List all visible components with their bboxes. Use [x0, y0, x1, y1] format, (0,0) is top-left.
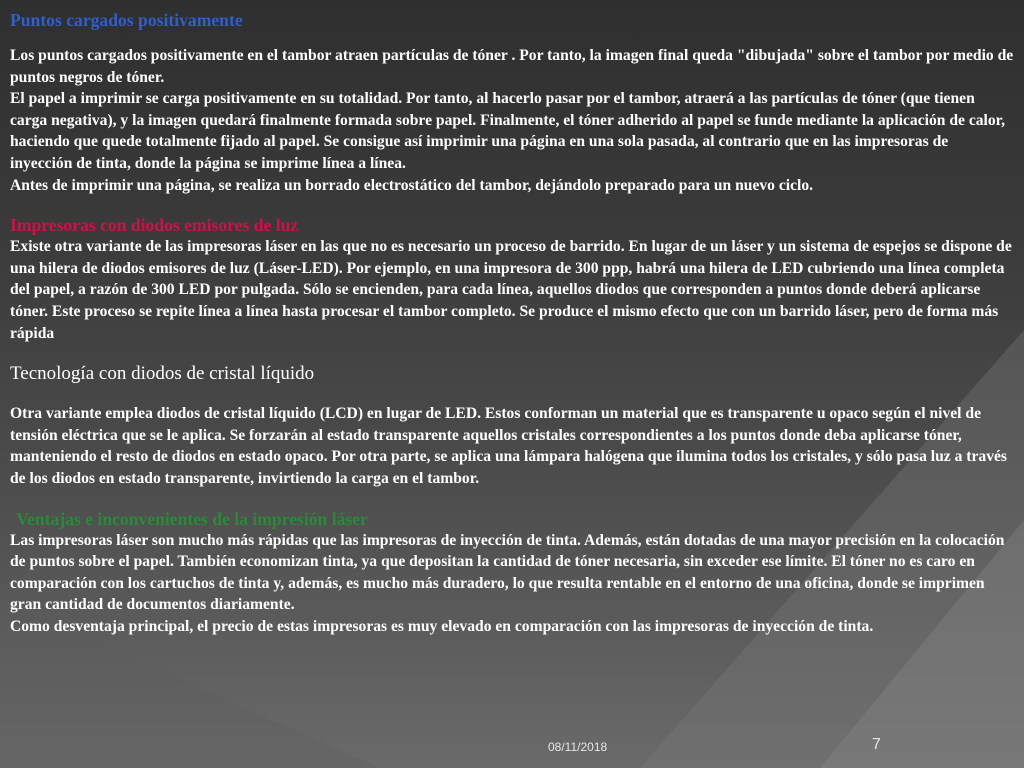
paragraph: Existe otra variante de las impresoras láser en las que no es necesario un proceso de barrido. En lugar de un láser y un sistema de espejos se dispone de una hilera de diodos emisores de luz (Láser-LED). Por ejemplo, en una impresora de 300 ppp, habrá una hilera de LED cubriendo una línea completa del papel, a razón de 300 LED por pulgada. Sólo se encienden, para cada línea, aquellos diodos que corresponden a puntos donde deberá aplicarse tóner. Este proceso se repite línea a línea hasta procesar el tambor completo. Se produce el mismo efecto que con un barrido láser, pero de forma más rápida [10, 238, 1012, 342]
spacer [10, 196, 1014, 215]
paragraph: Los puntos cargados positivamente en el tambor atraen partículas de tóner . Por tanto, la imagen final queda "dibujada" sobre el tambor por medio de puntos negros de tóner. [10, 47, 1014, 86]
slide-content [10, 10, 1014, 637]
paragraph: Las impresoras láser son mucho más rápidas que las impresoras de inyección de tinta. Además, están dotadas de una mayor precisión en la colocación de puntos sobre el papel. También economizan tinta, ya que depositan la cantidad de tóner necesaria, sin exceder ese límite. El tóner no es caro en comparación con los cartuchos de tinta y, además, es mucho más duradero, lo que resulta rentable en el entorno de una oficina, donde se imprimen gran cantidad de documentos diariamente. [10, 531, 1005, 614]
spacer [10, 490, 1014, 509]
paragraph: El papel a imprimir se carga positivamente en su totalidad. Por tanto, al hacerlo pasar por el tambor, atraerá a las partículas de tóner (que tienen carga negativa), y la imagen quedará finalmente formada sobre papel. Finalmente, el tóner adherido al papel se funde mediante la aplicación de calor, haciendo que quede totalmente fijado al papel. Se consigue así imprimir una página en una sola pasada, al contrario que en las impresoras de inyección de tinta, donde la página se imprime línea a línea. [10, 90, 1006, 172]
paragraph: Como desventaja principal, el precio de estas impresoras es muy elevado en comparación con las impresoras de inyección de tinta. [10, 617, 874, 635]
section-title-cristal-liquido: Tecnología con diodos de cristal líquido [10, 363, 315, 385]
section-title-diodos-emisores: Impresoras con diodos emisores de luz [10, 215, 299, 236]
section-title-puntos-cargados: Puntos cargados positivamente [10, 10, 243, 30]
section-title-ventajas: Ventajas e inconvenientes de la impresión láser [16, 508, 368, 529]
footer-date: 08/11/2018 [548, 740, 608, 754]
spacer [10, 31, 1014, 45]
spacer [10, 384, 1014, 403]
slide-number: 7 [872, 736, 881, 753]
paragraph: Antes de imprimir una página, se realiza un borrado electrostático del tambor, dejándolo preparado para un nuevo ciclo. [10, 176, 814, 194]
spacer [10, 344, 1014, 363]
paragraph: Otra variante emplea diodos de cristal líquido (LCD) en lugar de LED. Estos conforman un material que es transparente u opaco según el nivel de tensión eléctrica que se le aplica. Se forzarán al estado transparente aquellos cristales correspondientes a los puntos donde deba aplicarse tóner, manteniendo el resto de diodos en estado opaco. Por otra parte, se aplica una lámpara halógena que ilumina todos los cristales, y sólo pasa luz a través de los diodos en estado transparente, invirtiendo la carga en el tambor. [10, 405, 1008, 487]
